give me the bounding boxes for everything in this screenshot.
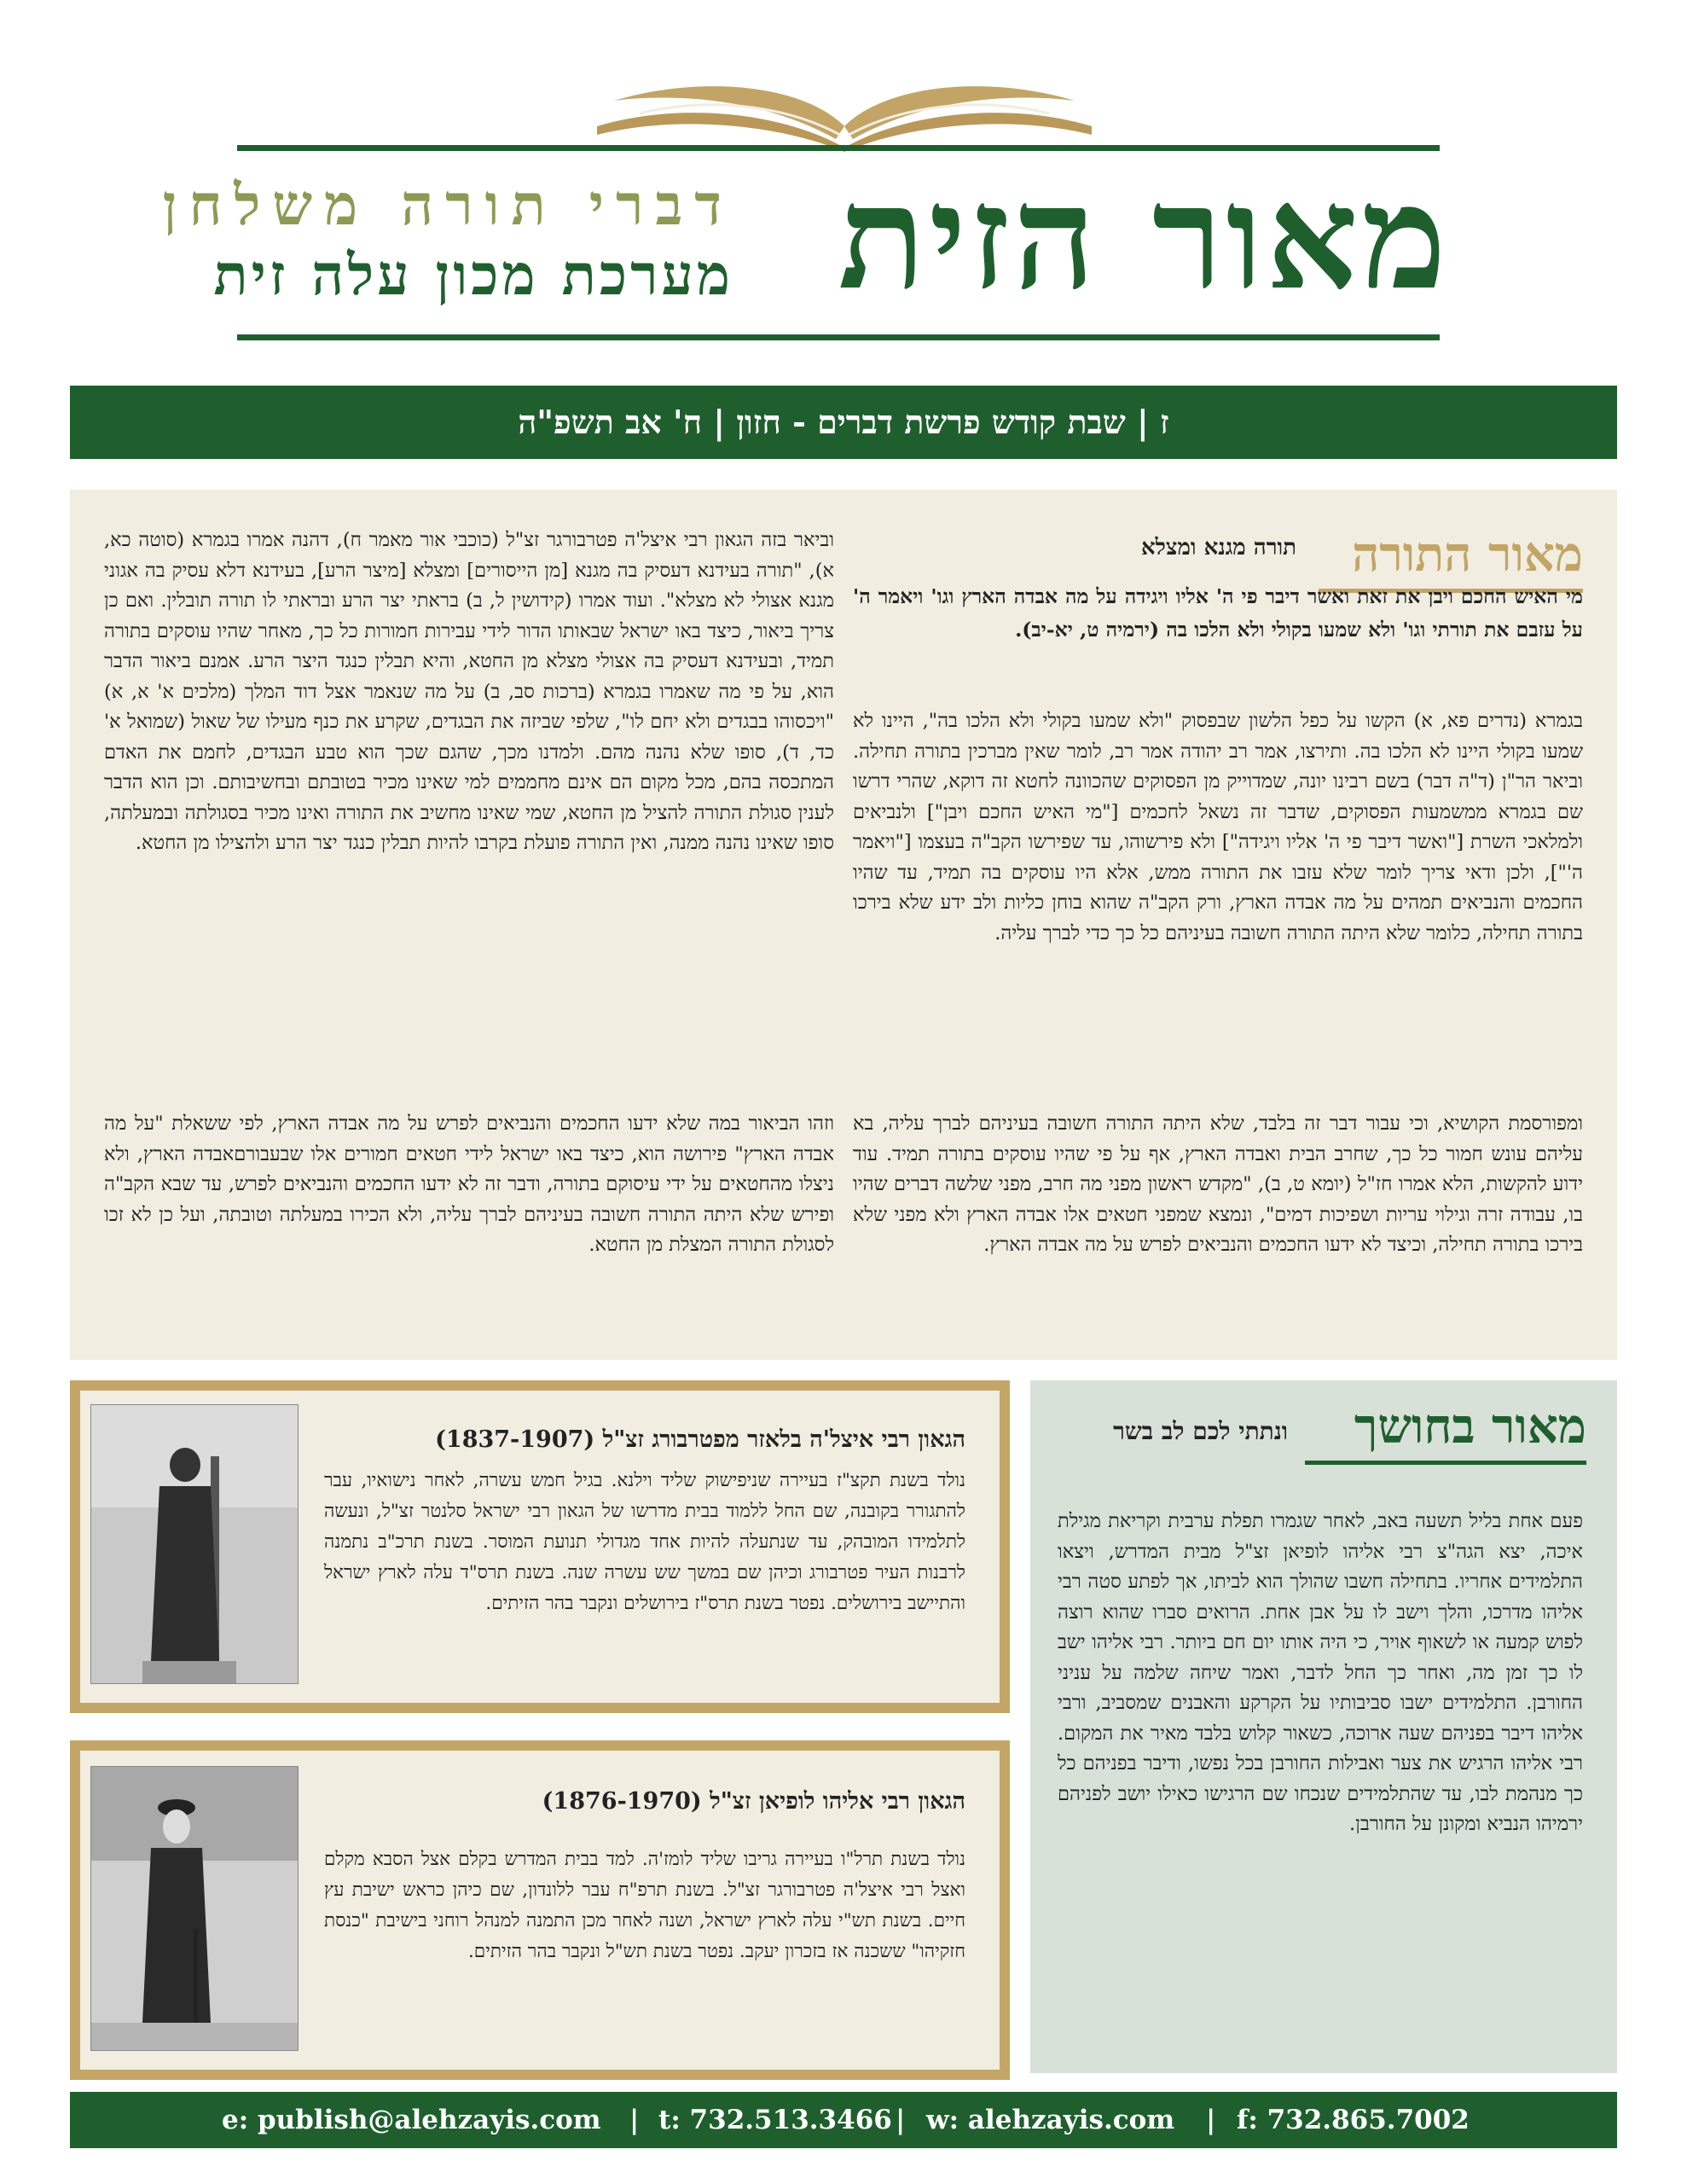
footer-website-link[interactable]: w: alehzayis.com (926, 2105, 1175, 2135)
footer-email-link[interactable]: e: publish@alehzayis.com (222, 2105, 601, 2135)
masthead-top-rule (237, 145, 1440, 151)
bio-title: הגאון רבי אליהו לופיאן זצ"ל (1876-1970) (542, 1788, 965, 1815)
footer-fax: f: 732.865.7002 (1237, 2105, 1470, 2135)
torah-section-heading: מאור התורה (1352, 526, 1583, 583)
chizuk-section-heading: מאור בחושך (1354, 1398, 1586, 1455)
issue-banner: ז | שבת קודש פרשת דברים - חזון | ח' אב תשפ"ה (70, 386, 1617, 459)
bio-title: הגאון רבי איצל'ה בלאזר מפטרבורג זצ"ל (1837-1907) (435, 1426, 965, 1453)
masthead-title: מאור הזית (838, 153, 1450, 322)
torah-paragraph: וזהו הביאור במה שלא ידעו החכמים והנביאים לפרש על מה אבדה הארץ, לפי ששאלת "על מה אבדה הארץ" פירושה הוא, כיצד באו ישראל לידי חטאים חמורים אלו שבעבורםאבדה הארץ, ולא ניצלו מהחטאים על ידי עיסוקם בתורה, ודבר זה לא ידעו החכמים והנביאים לפרש, עד שבא הקב"ה ופירש שלא היתה התורה חשובה בעיניהם לברך עליה, ולא הכירו במעלתה וטובתה, ועל כן לא זכו לסגולת התורה המצלת מן החטא. (104, 1112, 834, 1256)
rabbi-portrait-photo (90, 1766, 299, 2051)
rabbi-portrait-photo (90, 1404, 299, 1684)
masthead-subtitle-2: מערכת מכון עלה זית (213, 241, 733, 308)
footer-separator: | (1206, 2105, 1216, 2135)
masthead-subtitle-1: דברי תורה משלחן (162, 171, 733, 238)
chizuk-heading-underline (1305, 1461, 1586, 1465)
bio-text: נולד בשנת תקצ"ז בעיירה שניפישוק שליד וילנא. בגיל חמש עשרה, לאחר נישואיו, עבר להתגורר בקובנה, שם החל ללמוד בבית מדרשו של הגאון רבי ישראל סלנטר זצ"ל, ונעשה לתלמידו המובהק, עד שנתעלה להיות אחד מגדולי תנועת המוסר. בשנת תרכ"ב נתמנה לרבנות העיר פטרבורג וכיהן שם במשך שש עשרה שנה. בשנת תרס"ד עלה לארץ ישראל והתיישב בירושלים. נפטר בשנת תרס"ז בירושלים ונקבר בהר הזיתים. (324, 1470, 965, 1614)
open-book-logo-icon (580, 67, 1109, 152)
chizuk-story-text: פעם אחת בליל תשעה באב, לאחר שגמרו תפלת ערבית וקריאת מגילת איכה, יצא הגה"צ רבי אליהו לופיאן זצ"ל מבית המדרש, ויצאו התלמידים אחריו. בתחילה חשבו שהולך הוא לביתו, אך לפתע סטה רבי אליהו מדרכו, והלך וישב לו על אבן אחת. הרואים סברו שהוא רוצה לפוש קמעה או לשאוף אויר, כי היה אותו יום חם ביותר. רבי אליהו ישב לו כך זמן מה, ואחר כך החל לדבר, ואמר שיחה שלמה על עניני החורבן. התלמידים ישבו סביבותיו על הקרקע והאבנים שמסביב, ורבי אליהו דיבר בפניהם שעה ארוכה, כשאור קלוש בלבד מאיר את המקום. רבי אליהו הרגיש את צער ואבילות החורבן בכל נפשו, ודיבר בפניהם כל כך מנהמת לבו, עד שהתלמידים שנכחו שם הרגישו כאילו יושב לפניהם ירמיהו הנביא ומקונן על החורבן. (1058, 1510, 1583, 1835)
footer-separator: | (896, 2105, 906, 2135)
torah-paragraph: ומפורסמת הקושיא, וכי עבור דבר זה בלבד, שלא היתה התורה חשובה בעיניהם לברך עליה, בא עליהם עונש חמור כל כך, שחרב הבית ואבדה הארץ, אף על פי שהיו עוסקים בתורה תמיד. עוד ידוע להקשות, הלא אמרו חז"ל (יומא ט, ב), "מקדש ראשון מפני מה חרב, מפני שלשה דברים שהיו בו, עבודה זרה וגילוי עריות ושפיכות דמים", ונמצא שמפני חטאים אלו אבדה הארץ ולא מפני שלא בירכו בתורה תחילה, וכיצד לא ידעו החכמים והנביאים לפרש על מה אבדה הארץ. (853, 1112, 1583, 1256)
bio-text: נולד בשנת תרל"ו בעיירה גריבו שליד לומז'ה. למד בבית המדרש בקלם אצל הסבא מקלם ואצל רבי איצל'ה פטרבורגר זצ"ל. בשנת תרפ"ח עבר ללונדון, שם כיהן כראש ישיבת עץ חיים. בשנת תש"י עלה לארץ ישראל, ושנה לאחר מכן התמנה למנהל רוחני בישיבת "כנסת חזקיהו" ששכנה אז בזכרון יעקב. נפטר בשנת תש"ל ונקבר בהר הזיתים. (324, 1849, 965, 1962)
footer-separator: | (629, 2105, 640, 2135)
footer-phone[interactable]: t: 732.513.3466 (658, 2105, 892, 2135)
masthead-bottom-rule (237, 334, 1440, 340)
contact-footer (70, 2092, 1617, 2148)
torah-paragraph: בגמרא (נדרים פא, א) הקשו על כפל הלשון שבפסוק "ולא שמעו בקולי ולא הלכו בה", היינו לא שמעו בקולי היינו לא הלכו בה. ותירצו, אמר רב יהודה אמר רב, לומר שאין מברכין בתורה תחילה. וביאר הר"ן (ד"ה דבר) בשם רבינו יונה, שמדוייק מן הפסוקים שהכוונה לחטא זה דוקא, שהרי דרשו שם בגמרא ממשמעות הפסוקים, שדבר זה נשאל לחכמים ["מי האיש החכם ויבן"] ולנביאים ולמלאכי השרת ["ואשר דיבר פי ה' אליו ויגידה"] ולא פירשוהו, עד שפירשו הקב"ה בעצמו ["ויאמר ה'"], ולכן ודאי צריך לומר שלא עזבו את התורה ממש, אלא היו עוסקים בה תמיד, עד שהיו החכמים והנביאים תמהים על מה אבדה הארץ, ורק הקב"ה שהוא בוחן כליות ולב ידע שלא בירכו בתורה תחילה, כלומר שלא היתה התורה חשובה בעיניהם כל כך כדי לברך עליה. (853, 710, 1583, 944)
torah-subheading: תורה מגנא ומצלא (1140, 535, 1296, 561)
torah-pasuk-quote: מי האיש החכם ויבן את זאת ואשר דיבר פי ה' אליו ויגידה על מה אבדה הארץ וגו' ויאמר ה' על עזבם את תורתי וגו' ולא שמעו בקולי ולא הלכו בה (ירמיה ט, יא-יב). (853, 584, 1583, 642)
torah-paragraph: וביאר בזה הגאון רבי איצל'ה פטרבורגר זצ"ל (כוכבי אור מאמר ח), דהנה אמרו בגמרא (סוטה כא, א), "תורה בעידנא דעסיק בה מגנא [מן הייסורים] ומצלא [מיצר הרע], בעידנא דלא עסיק בה אגוני מגנא אצולי לא מצלא". ועוד אמרו (קידושין ל, ב) בראתי יצר הרע ובראתי לו תורה תובלין. ואם כן צריך ביאור, כיצד באו ישראל שבאותו הדור לידי עבירות חמורות כל כך, מאחר שהיו עוסקים בתורה תמיד, ובעידנא דעסיק בה אצולי מצלא מן החטא, והיא תבלין כנגד היצר הרע. אמנם ביאור הדבר הוא, על פי מה שאמרו בגמרא (ברכות סב, ב) על מה שנאמר אצל דוד המלך (מלכים א' א, א) "ויכסוהו בבגדים ולא יחם לו", שלפי שביזה את הבגדים, שקרע את כנף מעילו של שאול (שמואל א' כד, ד), סופו שלא נהנה מהם. ולמדנו מכך, שהגם שכך הוא טבע הבגדים, לחמם את האדם המתכסה בהם, מכל מקום הם אינם מחממים למי שאינו מכיר בטובתם ובחשיבותם. וכן הוא הדבר לענין סגולת התורה להציל מן החטא, שמי שאינו מחשיב את התורה ואינו מכיר בסגולתה ובמעלתה, סופו שאינו נהנה ממנה, ואין התורה פועלת בקרבו להיות תבלין כנגד יצר הרע ולהצילו מן החטא. (104, 529, 834, 854)
chizuk-subheading: ונתתי לכם לב בשר (1113, 1417, 1288, 1445)
